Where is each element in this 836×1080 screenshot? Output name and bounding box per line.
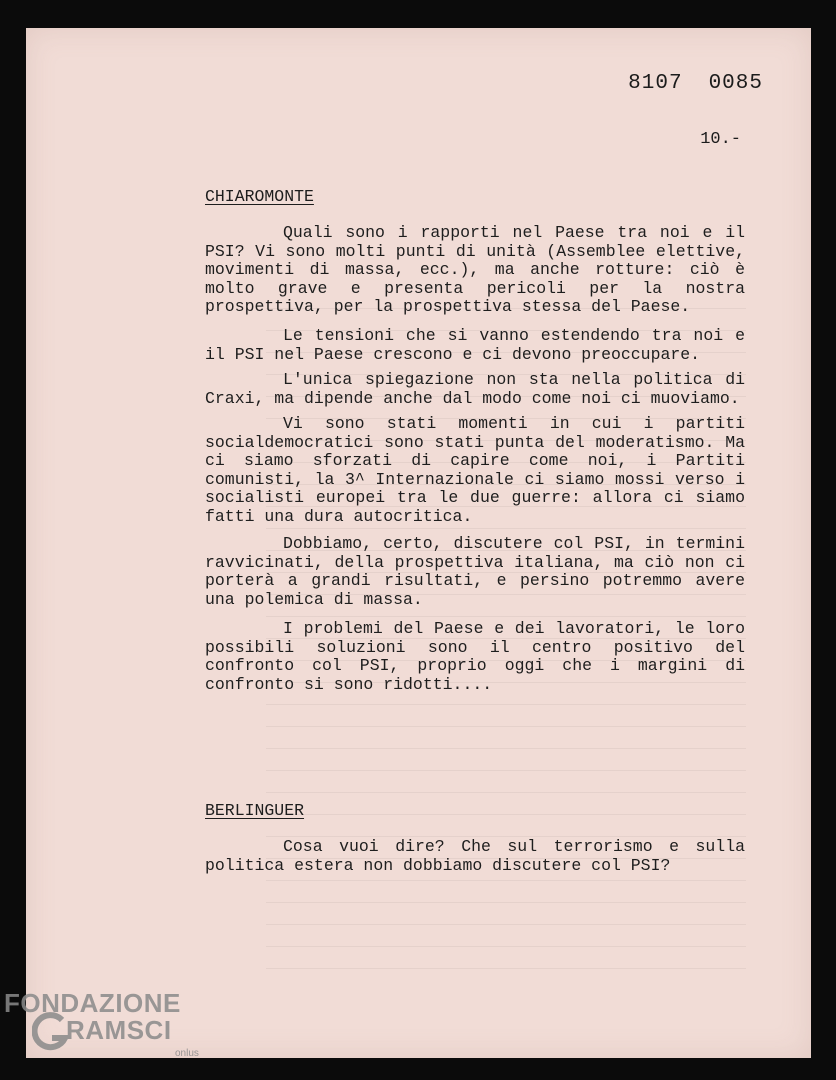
paragraph: Vi sono stati momenti in cui i partiti socialdemocratici sono stati punta del moderatismo. Ma ci siamo sforzati di capire come noi, i Partiti comunisti, la 3^ Internazionale ci siamo mossi verso i socialisti europei tra le due guerre: allora ci siamo fatti una dura autocritica. — [205, 414, 745, 526]
g-emblem-icon — [32, 1012, 70, 1052]
watermark-line1: FONDAZIONE — [4, 988, 181, 1018]
page-number: 10.- — [700, 130, 741, 149]
watermark-line2: RAMSCI — [66, 1015, 172, 1045]
archive-code-part2: 0085 — [708, 72, 763, 95]
archive-code-part1: 8107 — [628, 72, 683, 95]
speaker-heading-chiaromonte: CHIAROMONTE — [205, 187, 314, 206]
paragraph: I problemi del Paese e dei lavoratori, le loro possibili soluzioni sono il centro positivo del confronto col PSI, proprio oggi che i margini di confronto si sono ridotti.... — [205, 619, 745, 694]
paragraph: Dobbiamo, certo, discutere col PSI, in termini ravvicinati, della prospettiva italiana, ma ciò non ci porterà a grandi risultati, e persino potremmo avere una polemica di massa. — [205, 534, 745, 609]
paragraph: Quali sono i rapporti nel Paese tra noi e il PSI? Vi sono molti punti di unità (Assemblee elettive, movimenti di massa, ecc.), ma anche rotture: ciò è molto grave e presenta pericoli per la nostra prospettiva, per la prospettiva stessa del Paese. — [205, 223, 745, 317]
paragraph: L'unica spiegazione non sta nella politica di Craxi, ma dipende anche dal modo come noi ci muoviamo. — [205, 370, 745, 408]
paragraph: Cosa vuoi dire? Che sul terrorismo e sulla politica estera non dobbiamo discutere col PSI? — [205, 837, 745, 875]
speaker-heading-berlinguer: BERLINGUER — [205, 801, 305, 820]
archive-code — [628, 72, 763, 95]
watermark-line3: onlus — [175, 1048, 199, 1059]
fondazione-gramsci-watermark — [4, 988, 204, 1070]
paragraph: Le tensioni che si vanno estendendo tra noi e il PSI nel Paese crescono e ci devono preoccupare. — [205, 326, 745, 364]
